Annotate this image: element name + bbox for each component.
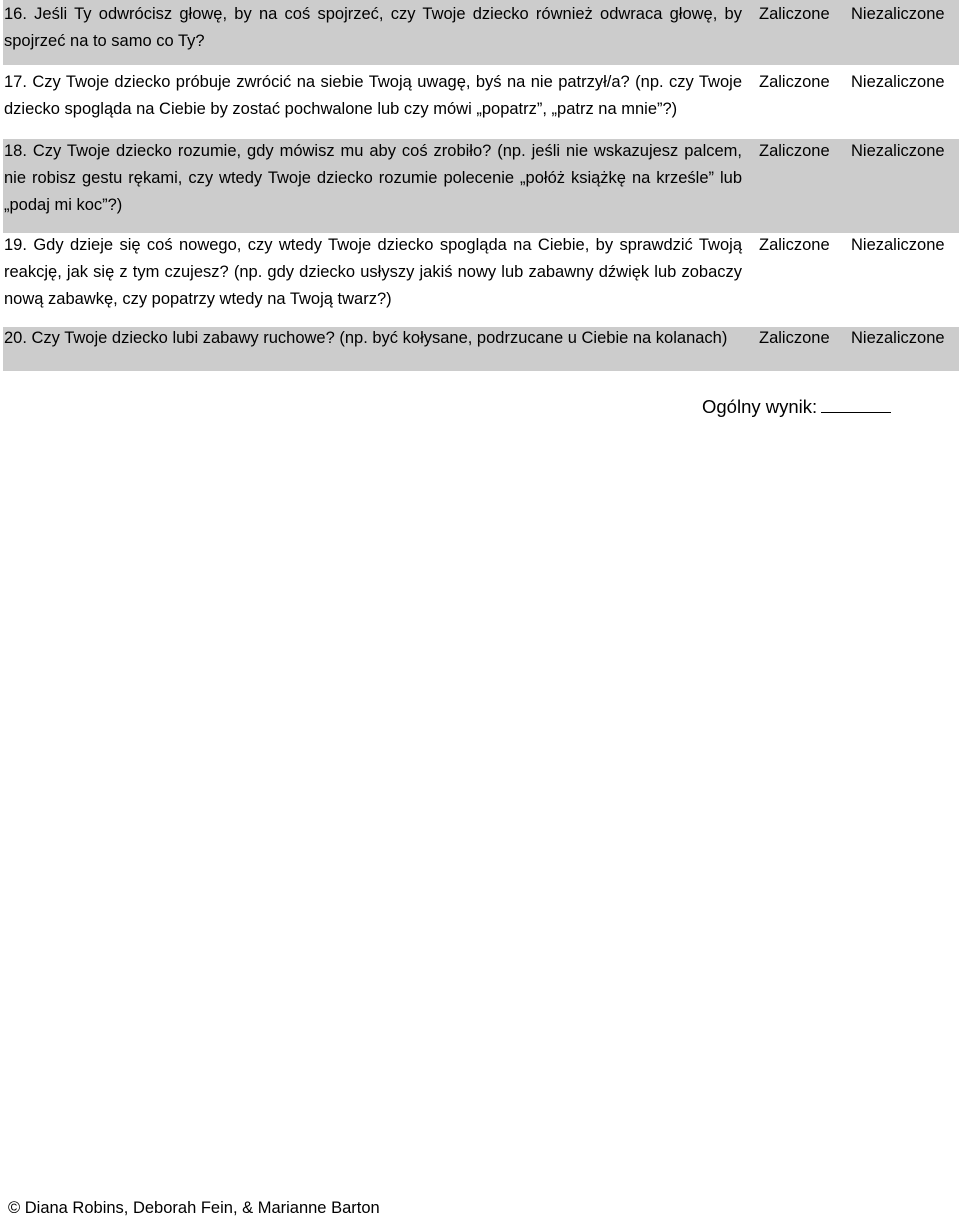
question-row-16 bbox=[3, 0, 959, 65]
copyright-footer: © Diana Robins, Deborah Fein, & Marianne Barton bbox=[8, 1199, 380, 1217]
question-row-17 bbox=[3, 65, 959, 139]
question-text-16: 16. Jeśli Ty odwrócisz głowę, by na coś spojrzeć, czy Twoje dziecko również odwraca głowę, by spojrzeć na to samo co Ty? bbox=[4, 5, 742, 50]
overall-score bbox=[702, 394, 891, 420]
question-text-18: 18. Czy Twoje dziecko rozumie, gdy mówisz mu aby coś zrobiło? (np. jeśli nie wskazujesz palcem, nie robisz gestu rękami, czy wtedy Twoje dziecko rozumie polecenie „połóż książkę na krześle” lub „podaj mi koc”?) bbox=[4, 142, 742, 214]
fail-option-20[interactable]: Niezaliczone bbox=[851, 329, 945, 347]
overall-score-label: Ogólny wynik: bbox=[702, 396, 818, 417]
pass-option-16[interactable]: Zaliczone bbox=[759, 5, 830, 23]
pass-option-18[interactable]: Zaliczone bbox=[759, 142, 830, 160]
question-text-19: 19. Gdy dzieje się coś nowego, czy wtedy Twoje dziecko spogląda na Ciebie, by sprawdzić Twoją reakcję, jak się z tym czujesz? (np. gdy dziecko usłyszy jakiś nowy lub zabawny dźwięk lub zobaczy nową zabawkę, czy popatrzy wtedy na Twoją twarz?) bbox=[4, 236, 742, 308]
pass-option-20[interactable]: Zaliczone bbox=[759, 329, 830, 347]
fail-option-18[interactable]: Niezaliczone bbox=[851, 142, 945, 160]
fail-option-19[interactable]: Niezaliczone bbox=[851, 236, 945, 254]
fail-option-16[interactable]: Niezaliczone bbox=[851, 5, 945, 23]
pass-option-19[interactable]: Zaliczone bbox=[759, 236, 830, 254]
question-row-19 bbox=[3, 233, 959, 327]
question-text-20: 20. Czy Twoje dziecko lubi zabawy ruchowe? (np. być kołysane, podrzucane u Ciebie na kolanach) bbox=[4, 329, 728, 347]
overall-score-blank[interactable] bbox=[821, 394, 891, 413]
question-row-20 bbox=[3, 327, 959, 371]
pass-option-17[interactable]: Zaliczone bbox=[759, 73, 830, 91]
question-text-17: 17. Czy Twoje dziecko próbuje zwrócić na siebie Twoją uwagę, byś na nie patrzył/a? (np. czy Twoje dziecko spogląda na Ciebie by zostać pochwalone lub czy mówi „popatrz”, „patrz na mnie”?) bbox=[4, 73, 742, 118]
question-row-18 bbox=[3, 139, 959, 233]
fail-option-17[interactable]: Niezaliczone bbox=[851, 73, 945, 91]
